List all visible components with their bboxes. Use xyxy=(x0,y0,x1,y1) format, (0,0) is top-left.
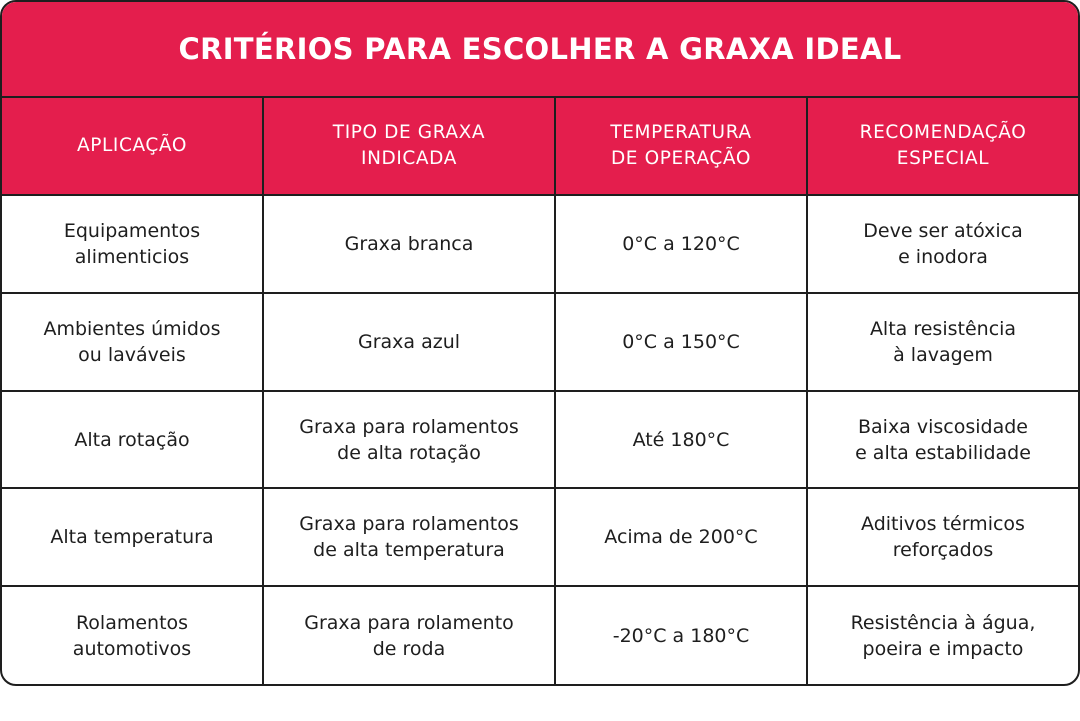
cell-temperature: Acima de 200°C xyxy=(556,489,808,587)
header-operating-temperature: TEMPERATURA DE OPERAÇÃO xyxy=(556,98,808,196)
cell-temperature: Até 180°C xyxy=(556,392,808,489)
cell-grease-type: Graxa azul xyxy=(264,294,556,392)
cell-grease-type: Graxa branca xyxy=(264,196,556,294)
cell-recommendation: Aditivos térmicos reforçados xyxy=(808,489,1078,587)
cell-application: Rolamentos automotivos xyxy=(2,587,264,684)
cell-grease-type: Graxa para rolamentos de alta temperatura xyxy=(264,489,556,587)
cell-temperature: 0°C a 150°C xyxy=(556,294,808,392)
cell-application: Alta rotação xyxy=(2,392,264,489)
cell-recommendation: Baixa viscosidade e alta estabilidade xyxy=(808,392,1078,489)
cell-application: Alta temperatura xyxy=(2,489,264,587)
cell-grease-type: Graxa para rolamento de roda xyxy=(264,587,556,684)
cell-application: Equipamentos alimenticios xyxy=(2,196,264,294)
cell-application: Ambientes úmidos ou laváveis xyxy=(2,294,264,392)
header-application: APLICAÇÃO xyxy=(2,98,264,196)
criteria-table xyxy=(2,98,1078,684)
header-special-recommendation: RECOMENDAÇÃO ESPECIAL xyxy=(808,98,1078,196)
cell-grease-type: Graxa para rolamentos de alta rotação xyxy=(264,392,556,489)
header-grease-type: TIPO DE GRAXA INDICADA xyxy=(264,98,556,196)
cell-recommendation: Alta resistência à lavagem xyxy=(808,294,1078,392)
cell-temperature: -20°C a 180°C xyxy=(556,587,808,684)
cell-temperature: 0°C a 120°C xyxy=(556,196,808,294)
title-bar xyxy=(2,2,1078,98)
cell-recommendation: Deve ser atóxica e inodora xyxy=(808,196,1078,294)
page-title: CRITÉRIOS PARA ESCOLHER A GRAXA IDEAL xyxy=(178,32,902,66)
cell-recommendation: Resistência à água, poeira e impacto xyxy=(850,611,1036,660)
